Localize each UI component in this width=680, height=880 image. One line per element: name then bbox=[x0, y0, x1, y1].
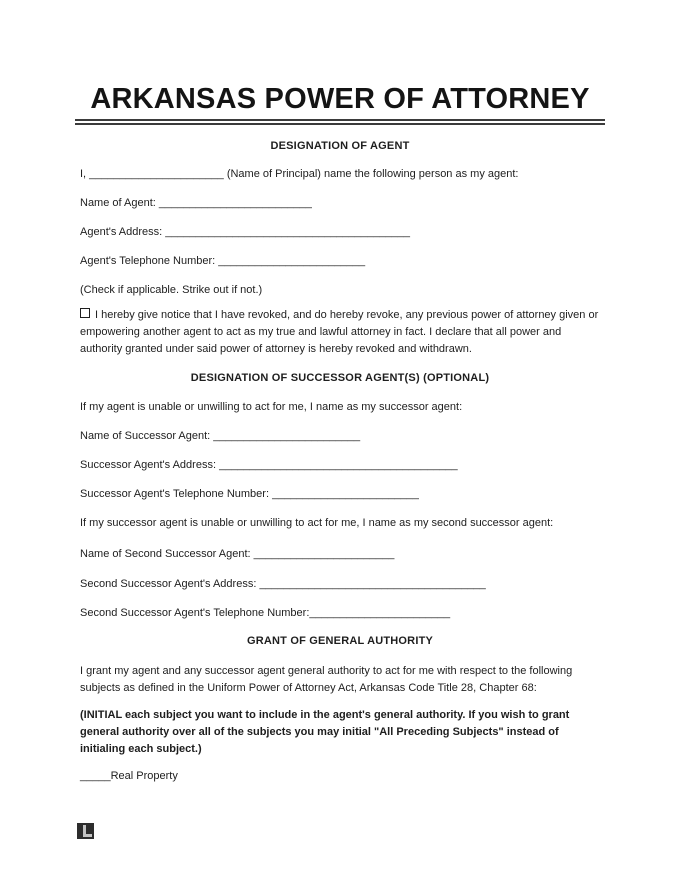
field-blank: ________________________________________ bbox=[165, 226, 410, 238]
field-label: Name of Successor Agent: bbox=[80, 430, 214, 442]
field-blank: _______________________ bbox=[253, 548, 395, 560]
principal-suffix: (Name of Principal) name the following person as my agent: bbox=[223, 168, 519, 180]
principal-blank: ______________________ bbox=[89, 168, 224, 180]
field-label: Name of Second Successor Agent: bbox=[80, 548, 254, 560]
field-label: Successor Agent's Address: bbox=[80, 459, 220, 471]
document-title: ARKANSAS POWER OF ATTORNEY bbox=[90, 83, 590, 115]
section-heading-grant-of-general-authority: GRANT OF GENERAL AUTHORITY bbox=[246, 635, 434, 647]
document-body bbox=[75, 138, 605, 839]
field-second-successor-address bbox=[80, 576, 600, 593]
successor-intro: If my agent is unable or unwilling to act for me, I name as my successor agent: bbox=[80, 401, 463, 413]
field-label: Successor Agent's Telephone Number: bbox=[80, 488, 273, 500]
field-blank: _______________________ bbox=[309, 607, 451, 619]
initial-blank: _____ bbox=[80, 770, 111, 782]
field-second-successor-phone bbox=[80, 605, 600, 622]
field-blank: _________________________ bbox=[158, 197, 312, 209]
check-note: (Check if applicable. Strike out if not.) bbox=[80, 284, 263, 296]
initial-instruction: (INITIAL each subject you want to include in the agent's general authority. If you wish to grant general authority over all of the subjects you may initial "All Preceding Subjects" instead of initialing each subject.) bbox=[80, 709, 573, 755]
grant-intro: I grant my agent and any successor agent general authority to act for me with respect to the following subjects as defined in the Uniform Power of Attorney Act, Arkansas Code Title 28, Chapter 68: bbox=[80, 665, 576, 694]
field-label: Second Successor Agent's Telephone Number: bbox=[80, 607, 310, 619]
field-blank: _____________________________________ bbox=[259, 578, 486, 590]
field-label: Agent's Telephone Number: bbox=[80, 255, 219, 267]
legal-templates-logo bbox=[77, 823, 94, 839]
field-label: Name of Agent: bbox=[80, 197, 159, 209]
section-heading-designation-of-agent: DESIGNATION OF AGENT bbox=[270, 140, 410, 152]
title-divider bbox=[75, 119, 605, 125]
empty-checkbox-icon bbox=[80, 308, 90, 318]
subject-real-property bbox=[80, 768, 600, 785]
field-agent-phone bbox=[80, 253, 600, 270]
field-successor-phone bbox=[80, 486, 600, 503]
principal-name-line bbox=[80, 166, 600, 183]
field-blank: _______________________________________ bbox=[219, 459, 458, 471]
subject-label: Real Property bbox=[110, 770, 178, 782]
second-successor-intro: If my successor agent is unable or unwilling to act for me, I name as my second successor agent: bbox=[80, 517, 554, 529]
field-label: Agent's Address: bbox=[80, 226, 166, 238]
field-second-successor-name bbox=[80, 546, 600, 563]
field-blank: ________________________ bbox=[218, 255, 366, 267]
field-agent-address bbox=[80, 224, 600, 241]
field-agent-name bbox=[80, 195, 600, 212]
field-blank: ________________________ bbox=[272, 488, 419, 500]
field-successor-address bbox=[80, 457, 600, 474]
section-heading-successor-agents: DESIGNATION OF SUCCESSOR AGENT(S) (OPTIONAL) bbox=[190, 372, 490, 384]
revocation-clause bbox=[80, 307, 600, 358]
field-successor-name bbox=[80, 428, 600, 445]
field-label: Second Successor Agent's Address: bbox=[80, 578, 260, 590]
revocation-text: I hereby give notice that I have revoked, and do hereby revoke, any previous power of attorney given or empowering another agent to act as my true and lawful attorney in fact. I declare that all power and authority granted under said power of attorney is hereby revoked and withdrawn. bbox=[80, 309, 602, 355]
principal-prefix: I, bbox=[80, 168, 90, 180]
field-blank: ________________________ bbox=[213, 430, 361, 442]
